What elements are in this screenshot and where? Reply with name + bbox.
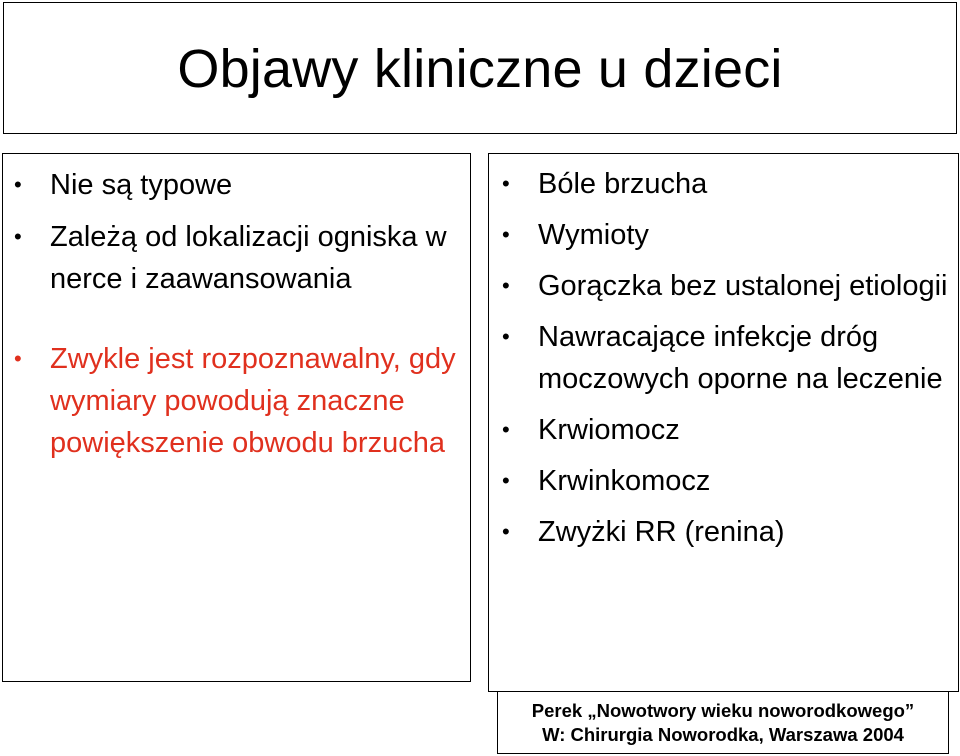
source-citation-box	[497, 691, 949, 754]
bullet-icon: •	[502, 417, 510, 442]
source-citation	[498, 699, 948, 747]
list-item-text: Zależą od lokalizacji ogniska w nerce i zaawansowania	[50, 221, 447, 295]
list-item	[502, 460, 948, 502]
bullet-icon: •	[502, 273, 510, 298]
list-item-text: Zwykle jest rozpoznawalny, gdy wymiary powodują znaczne powiększenie obwodu brzucha	[50, 343, 456, 459]
list-item-text: Krwinkomocz	[538, 465, 711, 497]
bullet-icon: •	[502, 324, 510, 349]
list-item	[502, 163, 948, 205]
list-item	[14, 164, 458, 206]
list-item	[502, 265, 948, 307]
list-item-text: Nawracające infekcje dróg moczowych oporne na leczenie	[538, 321, 943, 395]
source-line-1: Perek „Nowotwory wieku noworodkowego”	[531, 700, 915, 721]
list-item-text: Bóle brzucha	[538, 168, 708, 200]
bullet-icon: •	[14, 224, 22, 249]
list-item-text: Nie są typowe	[50, 169, 233, 201]
bullet-icon: •	[502, 468, 510, 493]
list-item	[502, 409, 948, 451]
left-bullet-list	[14, 164, 458, 464]
right-bullet-list	[502, 163, 948, 553]
bullet-icon: •	[14, 346, 22, 371]
list-item	[14, 216, 458, 300]
bullet-icon: •	[502, 519, 510, 544]
list-item-text: Krwiomocz	[538, 414, 680, 446]
list-item	[502, 511, 948, 553]
list-item-text: Zwyżki RR (renina)	[538, 516, 785, 548]
bullet-icon: •	[502, 222, 510, 247]
title-panel	[3, 2, 957, 134]
list-item	[502, 214, 948, 256]
slide-title: Objawy kliniczne u dzieci	[177, 39, 783, 99]
bullet-icon: •	[14, 172, 22, 197]
list-item-text: Gorączka bez ustalonej etiologii	[538, 270, 948, 302]
list-item	[502, 316, 948, 400]
list-item	[14, 338, 458, 464]
source-line-2: W: Chirurgia Noworodka, Warszawa 2004	[542, 724, 904, 745]
bullet-icon: •	[502, 171, 510, 196]
list-item-text: Wymioty	[538, 219, 649, 251]
